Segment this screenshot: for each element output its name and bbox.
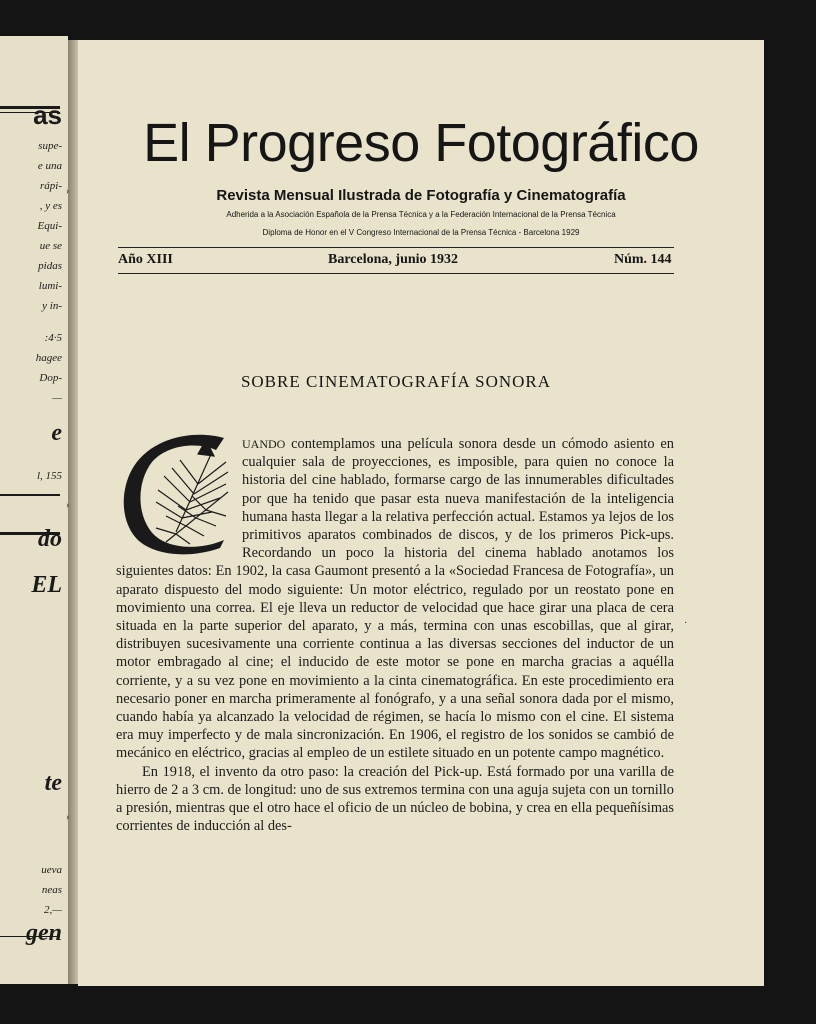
left-page-text-fragment: rápi- bbox=[40, 180, 62, 192]
dropcap-space bbox=[116, 435, 242, 559]
left-page-text-fragment: hagee bbox=[35, 352, 62, 364]
paragraph-1: contemplamos una película sonora desde un cómodo asiento en cualquier sala de proyecciones, es imposible, para quien no conoce la historia del cine hablado, formarse cargo de las innumerables dificultades por que ha tenido que pasar esta nueva manifestación de la inteligencia humana hasta llegar a la relativa perfección actual. Estamos ya lejos de los primitivos aparatos combinados de discos, y de los primeros Pick-ups. Recordando un poco la historia del cinema hablado anotamos los siguientes datos: En 1902, la casa Gaumont presentó a la «Sociedad Francesa de Fotografía», un aparato dispuesto del modo siguiente: Un motor eléctrico, regulado por un reostato pone en movimiento una correa. El eje lleva un reductor de velocidad que hace girar una placa de cera situada en la parte superior del aparato, y a más, termina con unas escobillas, que al girar, distribuyen sucesivamente una corriente continua a las diversas secciones del inductor de un motor embragado al cine; el inducido de este motor se pone en marcha gracias a aquélla corriente, y a su vez pone en movimiento a la cinta cinematográfica. En este procedimiento era necesario poner en marcha primeramente al fonógrafo, y a una señal sonora dada por el mismo, cuando había ya alcanzado la velocidad de régimen, se hacía lo mismo con el cine. El sistema era muy imperfecto y de mala sincronización. En 1906, el registro de los sonidos se cambió de mecánico en eléctrico, gracias al empleo de un estilete situado en un potente campo magnético. bbox=[116, 436, 674, 762]
issue-place-date: Barcelona, junio 1932 bbox=[328, 252, 459, 267]
left-page-text-fragment: 2,— bbox=[43, 904, 62, 916]
left-page-text-fragment: ue se bbox=[39, 240, 62, 252]
left-page-rule bbox=[0, 494, 60, 496]
left-page-text-fragment: do bbox=[38, 526, 62, 552]
left-page-text-fragment: l, 155 bbox=[36, 470, 62, 482]
binding-mark: › bbox=[66, 500, 70, 511]
diploma-line: Diploma de Honor en el V Congreso Internacional de la Prensa Técnica - Barcelona 1929 bbox=[262, 228, 580, 237]
left-page-text-fragment: te bbox=[44, 770, 62, 796]
left-page-text-fragment: e una bbox=[37, 160, 62, 172]
margin-mark: · bbox=[684, 618, 688, 629]
magazine-title: El Progreso Fotográfico bbox=[143, 113, 699, 173]
left-page-text-fragment: :4·5 bbox=[44, 332, 62, 344]
article-body bbox=[116, 435, 674, 835]
magazine-subtitle: Revista Mensual Ilustrada de Fotografía y Cinematografía bbox=[216, 187, 626, 204]
left-page-text-fragment: pidas bbox=[38, 260, 62, 272]
left-page-text-fragment: neas bbox=[41, 884, 62, 896]
issue-year: Año XIII bbox=[118, 252, 173, 267]
header-rule-bottom bbox=[118, 273, 674, 274]
adherida-line: Adherida a la Asociación Española de la Prensa Técnica y a la Federación Internacional de la Prensa Técnica bbox=[226, 210, 616, 219]
paragraph-2: En 1918, el invento da otro paso: la creación del Pick-up. Está formado por una varilla de hierro de 2 a 3 cm. de longitud: uno de sus extremos termina con una aguja sujeta con un tornillo a presión, mientras que el otro hace el oficio de un núcleo de bobina, y crea en ella pequeñísimas corrientes de inducción al des- bbox=[116, 763, 674, 835]
left-page-text-fragment: ueva bbox=[41, 864, 62, 876]
left-page-text-fragment: e bbox=[51, 420, 62, 446]
left-page-text-fragment: y in- bbox=[42, 300, 62, 312]
left-page-text-fragment: as bbox=[33, 100, 62, 130]
binding-mark: › bbox=[66, 812, 70, 823]
left-page-text-fragment: EL bbox=[31, 572, 62, 598]
left-page-text-fragment: lumi- bbox=[38, 280, 62, 292]
left-page-fragment bbox=[0, 36, 68, 984]
issue-number: Núm. 144 bbox=[614, 252, 672, 267]
page-gutter bbox=[68, 40, 78, 984]
left-page-text-fragment: — bbox=[52, 392, 62, 404]
magazine-page bbox=[78, 40, 764, 986]
article-title: SOBRE CINEMATOGRAFÍA SONORA bbox=[240, 372, 552, 391]
left-page-text-fragment: Dop- bbox=[39, 372, 62, 384]
lead-word: UANDO bbox=[242, 437, 286, 451]
header-rule-top bbox=[118, 247, 674, 248]
left-page-text-fragment: gen bbox=[26, 920, 62, 946]
left-page-text-fragment: , y es bbox=[39, 200, 62, 212]
left-page-text-fragment: supe- bbox=[38, 140, 62, 152]
binding-mark: › bbox=[66, 186, 70, 197]
left-page-text-fragment: Equi- bbox=[37, 220, 62, 232]
